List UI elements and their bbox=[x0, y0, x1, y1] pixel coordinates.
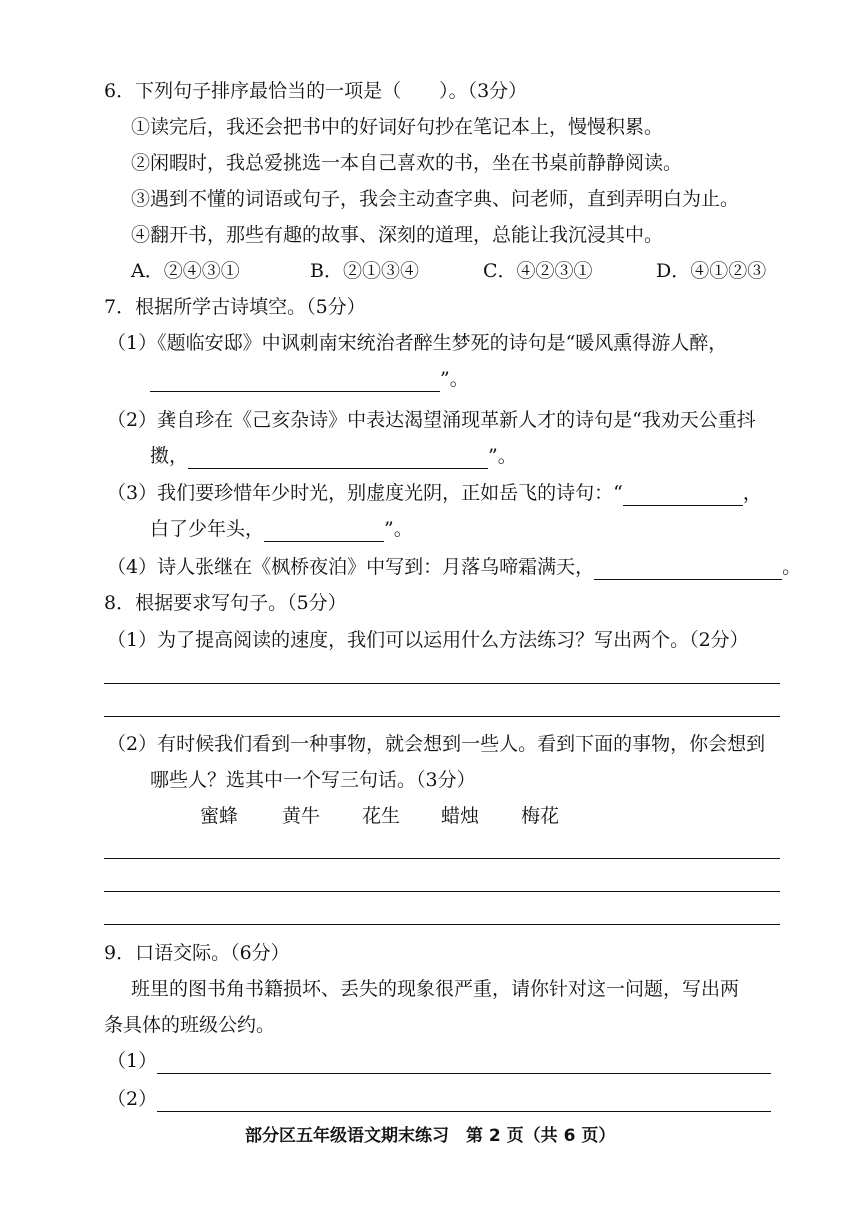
q7-part3-answer-blank-2[interactable] bbox=[264, 521, 384, 542]
q8-word-plum-blossom: 梅花 bbox=[521, 805, 560, 827]
q6-sentence-3: ③遇到不懂的词语或句子，我会主动查字典、问老师，直到弄明白为止。 bbox=[131, 188, 740, 210]
q6-sentence-2: ②闲暇时，我总爱挑选一本自己喜欢的书，坐在书桌前静静阅读。 bbox=[131, 152, 683, 174]
q9-title: 9．口语交际。（6分） bbox=[104, 942, 290, 964]
q6-option-d: D．④①②③ bbox=[656, 260, 767, 282]
q7-part2-line2: 擞， ”。 bbox=[150, 445, 517, 467]
q9-body-line2: 条具体的班级公约。 bbox=[104, 1014, 276, 1036]
q7-part1-answer-blank[interactable] bbox=[150, 371, 440, 392]
q7-part3-answer-blank-1[interactable] bbox=[623, 485, 743, 506]
q8-word-candle: 蜡烛 bbox=[441, 805, 480, 827]
q7-part4: （4）诗人张继在《枫桥夜泊》中写到：月落乌啼霜满天， 。 bbox=[107, 556, 802, 578]
q8-part1-answer-line-2[interactable] bbox=[104, 716, 780, 717]
q7-part1-line2: ”。 bbox=[150, 366, 469, 392]
q7-part4-answer-blank[interactable] bbox=[594, 559, 782, 580]
q7-part2-answer-blank[interactable] bbox=[188, 448, 488, 469]
q8-part1-answer-line-1[interactable] bbox=[104, 683, 780, 684]
q6-sentence-4: ④翻开书，那些有趣的故事、深刻的道理，总能让我沉浸其中。 bbox=[131, 224, 664, 246]
q6-option-a: A．②④③① bbox=[131, 260, 240, 282]
q8-word-ox: 黄牛 bbox=[282, 805, 321, 827]
q8-word-bee: 蜜蜂 bbox=[200, 805, 239, 827]
q7-part1-line1: （1）《题临安邸》中讽刺南宋统治者醉生梦死的诗句是“暖风熏得游人醉， bbox=[107, 332, 728, 354]
q7-title: 7．根据所学古诗填空。（5分） bbox=[104, 296, 366, 318]
q8-part2-answer-line-1[interactable] bbox=[104, 858, 780, 859]
q6-title: 6．下列句子排序最恰当的一项是（ ）。（3分） bbox=[104, 80, 528, 102]
q8-part2-answer-line-2[interactable] bbox=[104, 891, 780, 892]
q8-word-peanut: 花生 bbox=[362, 805, 401, 827]
q6-option-c: C．④②③① bbox=[483, 260, 593, 282]
q8-title: 8．根据要求写句子。（5分） bbox=[104, 592, 347, 614]
q7-part3-line2: 白了少年头， ”。 bbox=[150, 518, 413, 540]
q9-answer-1: （1） bbox=[107, 1048, 771, 1074]
q7-part2-line1: （2）龚自珍在《己亥杂诗》中表达渴望涌现革新人才的诗句是“我劝天公重抖 bbox=[107, 409, 756, 431]
q9-answer-2-line[interactable] bbox=[157, 1091, 771, 1112]
q8-part2-answer-line-3[interactable] bbox=[104, 924, 780, 925]
q6-sentence-1: ①读完后，我还会把书中的好词好句抄在笔记本上，慢慢积累。 bbox=[131, 116, 664, 138]
q9-answer-1-line[interactable] bbox=[157, 1053, 771, 1074]
q9-body-line1: 班里的图书角书籍损坏、丢失的现象很严重，请你针对这一问题，写出两 bbox=[131, 978, 740, 1000]
q7-part3-line1: （3）我们要珍惜年少时光，别虚度光阴，正如岳飞的诗句：“ ， bbox=[107, 482, 762, 504]
q6-option-b: B．②①③④ bbox=[310, 260, 419, 282]
page-footer: 部分区五年级语文期末练习 第 2 页（共 6 页） bbox=[245, 1126, 616, 1146]
q8-part1: （1）为了提高阅读的速度，我们可以运用什么方法练习？写出两个。（2分） bbox=[107, 629, 749, 651]
q9-answer-2: （2） bbox=[107, 1086, 771, 1112]
q8-part2-line1: （2）有时候我们看到一种事物，就会想到一些人。看到下面的事物，你会想到 bbox=[107, 733, 766, 755]
q8-part2-line2: 哪些人？选其中一个写三句话。（3分） bbox=[150, 769, 476, 791]
